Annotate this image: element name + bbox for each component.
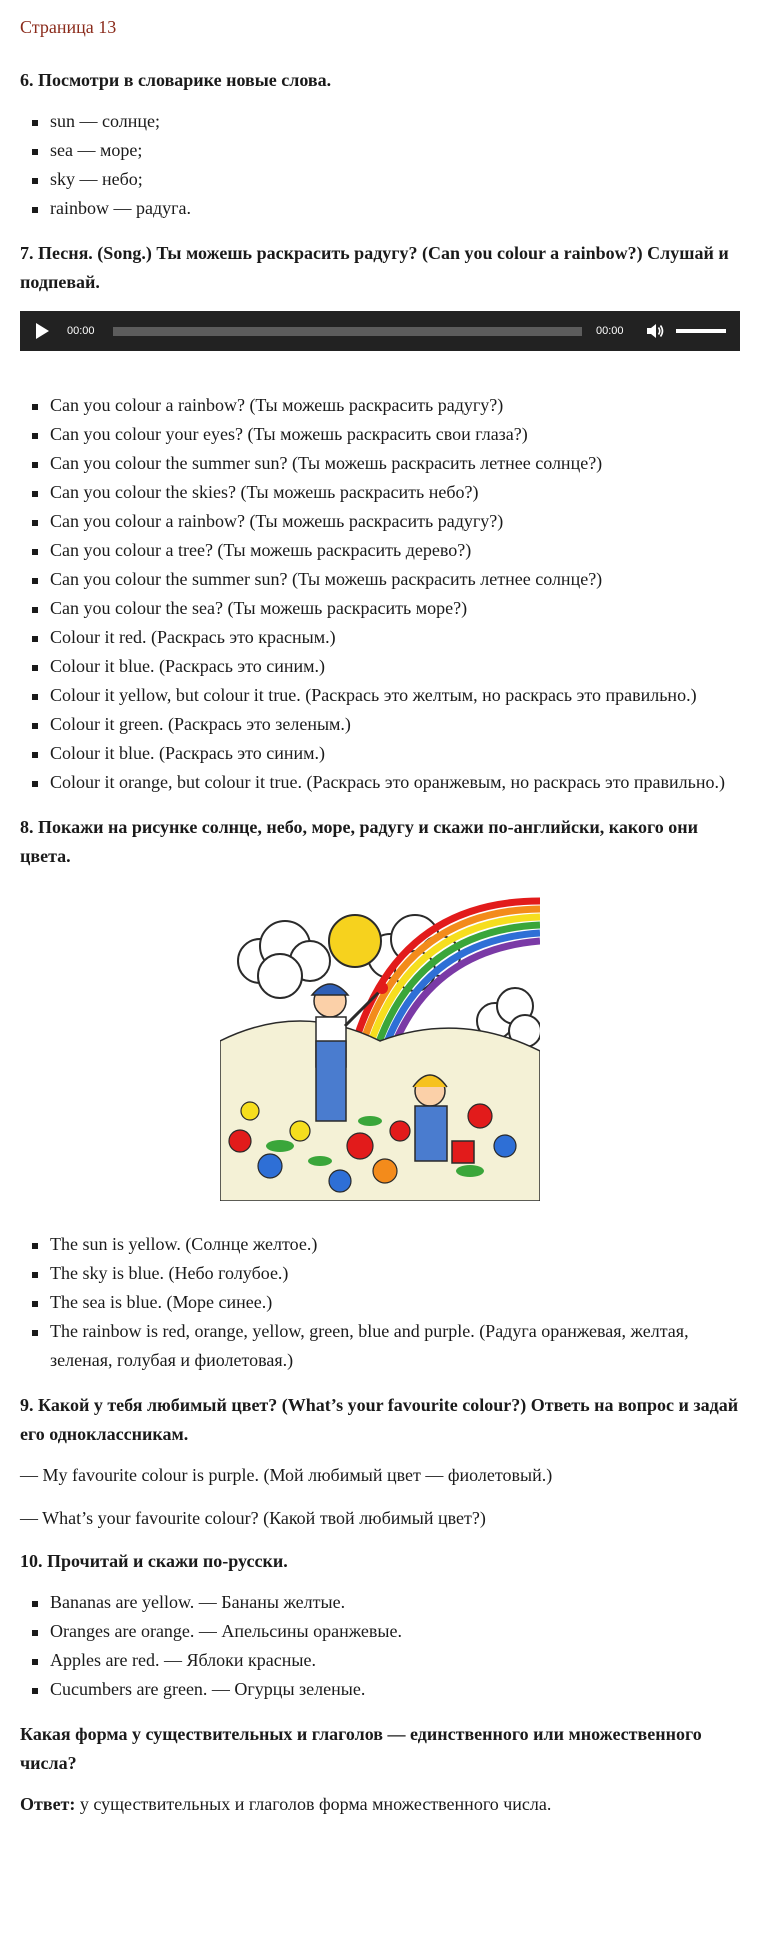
list-item: sun — солнце; bbox=[50, 107, 740, 136]
list-item: Cucumbers are green. — Огурцы зеленые. bbox=[50, 1675, 740, 1704]
list-item: The rainbow is red, orange, yellow, green, blue and purple. (Радуга оранжевая, желтая, зеленая, голубая и фиолетовая.) bbox=[50, 1317, 740, 1375]
task-7-heading: 7. Песня. (Song.) Ты можешь раскрасить радугу? (Can you colour a rainbow?) Слушай и подпевай. bbox=[20, 243, 729, 292]
list-item: The sea is blue. (Море синее.) bbox=[50, 1288, 740, 1317]
rainbow-illustration bbox=[20, 891, 740, 1210]
dialog-line: — What’s your favourite colour? (Какой твой любимый цвет?) bbox=[20, 1508, 486, 1528]
page-title: Страница 13 bbox=[20, 17, 117, 37]
list-item: Can you colour a tree? (Ты можешь раскрасить дерево?) bbox=[50, 536, 740, 565]
play-icon[interactable] bbox=[36, 323, 49, 339]
task-10-heading: 10. Прочитай и скажи по-русски. bbox=[20, 1551, 288, 1571]
list-item: Colour it green. (Раскрась это зеленым.) bbox=[50, 710, 740, 739]
list-item: The sky is blue. (Небо голубое.) bbox=[50, 1259, 740, 1288]
list-item: Can you colour a rainbow? (Ты можешь раскрасить радугу?) bbox=[50, 507, 740, 536]
answer-label: Ответ: bbox=[20, 1794, 76, 1814]
list-item: Can you colour the sea? (Ты можешь раскрасить море?) bbox=[50, 594, 740, 623]
dialog-line: — My favourite colour is purple. (Мой любимый цвет — фиолетовый.) bbox=[20, 1465, 553, 1485]
answer-text: у существительных и глаголов форма множественного числа. bbox=[75, 1794, 552, 1814]
list-item: Colour it blue. (Раскрась это синим.) bbox=[50, 652, 740, 681]
volume-icon[interactable] bbox=[646, 323, 666, 339]
rainbow-picture bbox=[220, 891, 540, 1201]
list-item: Oranges are orange. — Апельсины оранжевые. bbox=[50, 1617, 740, 1646]
volume-slider[interactable] bbox=[676, 329, 726, 333]
list-item: Can you colour the summer sun? (Ты можешь раскрасить летнее солнце?) bbox=[50, 565, 740, 594]
task-7-list bbox=[20, 391, 740, 797]
question-heading: Какая форма у существительных и глаголов — единственного или множественного числа? bbox=[20, 1724, 702, 1773]
audio-progress-bar[interactable] bbox=[113, 327, 582, 336]
list-item: Colour it red. (Раскрась это красным.) bbox=[50, 623, 740, 652]
list-item: Bananas are yellow. — Бананы желтые. bbox=[50, 1588, 740, 1617]
audio-duration: 00:00 bbox=[596, 324, 624, 337]
task-9-heading: 9. Какой у тебя любимый цвет? (What’s your favourite colour?) Ответь на вопрос и задай его одноклассникам. bbox=[20, 1395, 739, 1444]
task-8-list bbox=[20, 1230, 740, 1375]
list-item: Apples are red. — Яблоки красные. bbox=[50, 1646, 740, 1675]
list-item: Colour it orange, but colour it true. (Раскрась это оранжевым, но раскрась это правильно.) bbox=[50, 768, 740, 797]
list-item: sky — небо; bbox=[50, 165, 740, 194]
audio-player bbox=[20, 311, 740, 351]
list-item: Can you colour the skies? (Ты можешь раскрасить небо?) bbox=[50, 478, 740, 507]
list-item: Can you colour your eyes? (Ты можешь раскрасить свои глаза?) bbox=[50, 420, 740, 449]
list-item: The sun is yellow. (Солнце желтое.) bbox=[50, 1230, 740, 1259]
list-item: Colour it yellow, but colour it true. (Раскрась это желтым, но раскрась это правильно.) bbox=[50, 681, 740, 710]
answer bbox=[20, 1790, 740, 1819]
list-item: Can you colour the summer sun? (Ты можешь раскрасить летнее солнце?) bbox=[50, 449, 740, 478]
list-item: sea — море; bbox=[50, 136, 740, 165]
list-item: Colour it blue. (Раскрась это синим.) bbox=[50, 739, 740, 768]
task-6-heading: 6. Посмотри в словарике новые слова. bbox=[20, 70, 332, 90]
task-8-heading: 8. Покажи на рисунке солнце, небо, море, радугу и скажи по-английски, какого они цвета. bbox=[20, 817, 698, 866]
task-6-list bbox=[20, 107, 740, 223]
list-item: Can you colour a rainbow? (Ты можешь раскрасить радугу?) bbox=[50, 391, 740, 420]
audio-current-time: 00:00 bbox=[67, 324, 95, 337]
list-item: rainbow — радуга. bbox=[50, 194, 740, 223]
task-10-list bbox=[20, 1588, 740, 1704]
